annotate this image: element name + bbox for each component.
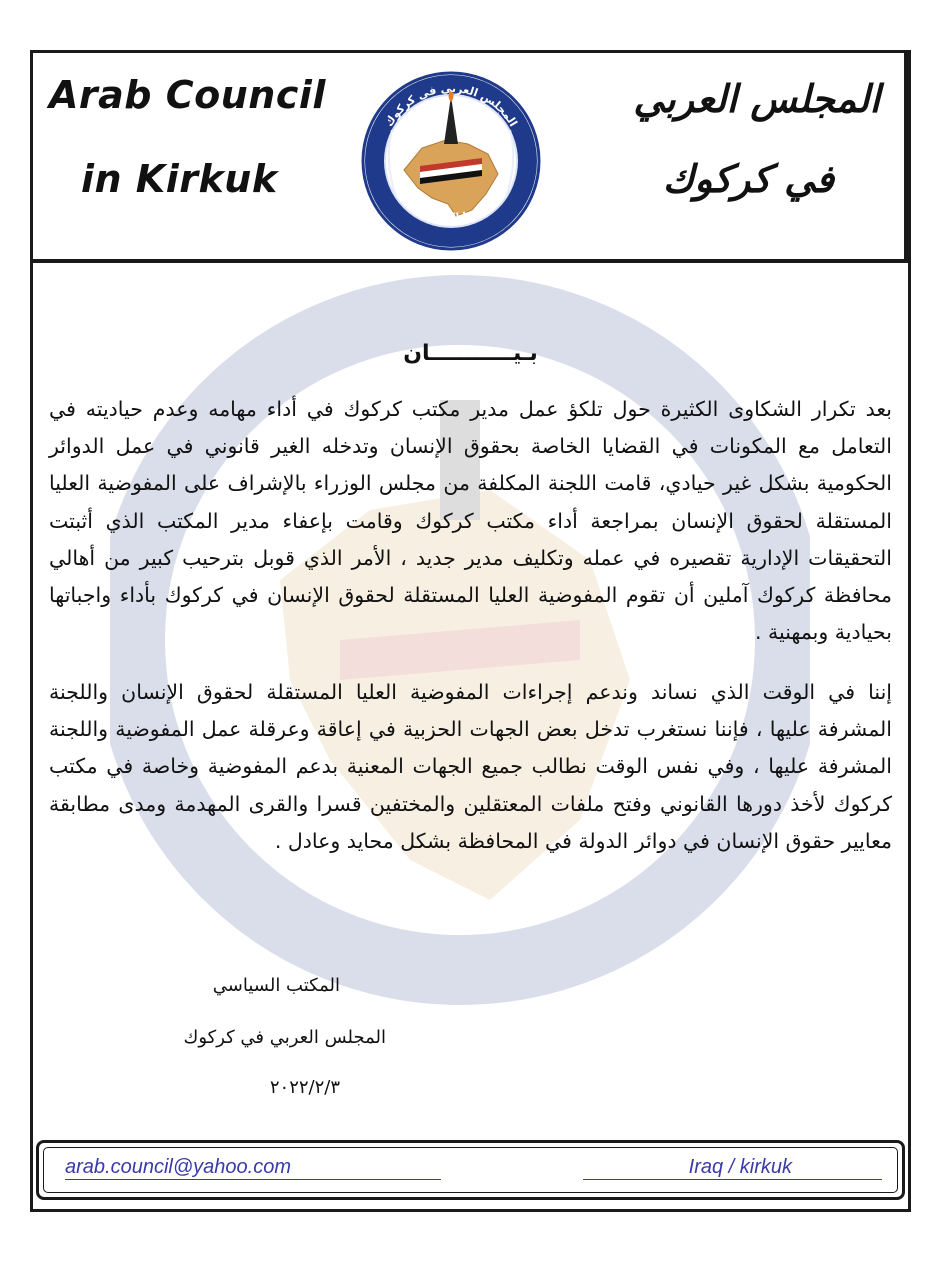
letterhead (33, 53, 908, 263)
statement-paragraph-1: بعد تكرار الشكاوى الكثيرة حول تلكؤ عمل مدير مكتب كركوك في أداء مهامه وعدم حياديته في التعامل مع المكونات في القضايا الخاصة بحقوق الإنسان وتدخله الغير قانوني في عمل الدوائر الحكومية بشكل غير حيادي، قامت اللجنة المكلفة من مجلس الوزراء بالإشراف على المفوضية العليا المستقلة لحقوق الإنسان بمراجعة أداء مكتب كركوك وقامت بإعفاء مدير المكتب الذي أثبتت التحقيقات الإدارية تقصيره في عمله وتكليف مدير جديد ، الأمر الذي قوبل بترحيب كبير من أهالي محافظة كركوك آملين أن تقوم المفوضية العليا المستقلة لحقوق الإنسان في كركوك بأداء واجباتها بحيادية وبمهنية . (49, 397, 892, 645)
signature-organization: المجلس العربي في كركوك (183, 1027, 386, 1048)
statement-body (33, 267, 908, 1137)
arabic-name-line2: في كركوك (662, 157, 834, 201)
english-name-line2: in Kirkuk (81, 157, 278, 201)
english-name-line1: Arab Council (49, 73, 326, 117)
arabic-name-line1: المجلس العربي (633, 77, 880, 121)
footer-email[interactable]: arab.council@yahoo.com (65, 1156, 441, 1180)
header-divider (904, 53, 908, 259)
council-logo (360, 70, 542, 252)
statement-paragraph-2: إننا في الوقت الذي نساند وندعم إجراءات المفوضية العليا المستقلة لحقوق الإنسان واللجنة المشرفة عليها ، فإننا نستغرب تدخل بعض الجهات الحزبية في إعاقة وعرقلة عمل المفوضية واللجنة المشرفة عليها ، وفي نفس الوقت نطالب جميع الجهات المعنية بدعم المفوضية وخاصة في مكتب كركوك لأخذ دورها القانوني وفتح ملفات المعتقلين والمختفين قسرا والقرى المهدمة ومدى مطابقة معايير حقوق الإنسان في دوائر الدولة في المحافظة بشكل محايد وعادل . (49, 680, 892, 853)
signature-office: المكتب السياسي (212, 975, 340, 996)
logo-top-text: المجلس العربي في كركوك (382, 81, 520, 129)
signature-date: ٢٠٢٢/٢/٣ (269, 1077, 340, 1098)
footer (36, 1140, 905, 1200)
logo-bottom-text: Arab Council In Kirkuk (392, 185, 510, 224)
footer-location: Iraq / kirkuk (583, 1156, 882, 1180)
statement-heading: بـيـــــــــــان (403, 341, 538, 366)
